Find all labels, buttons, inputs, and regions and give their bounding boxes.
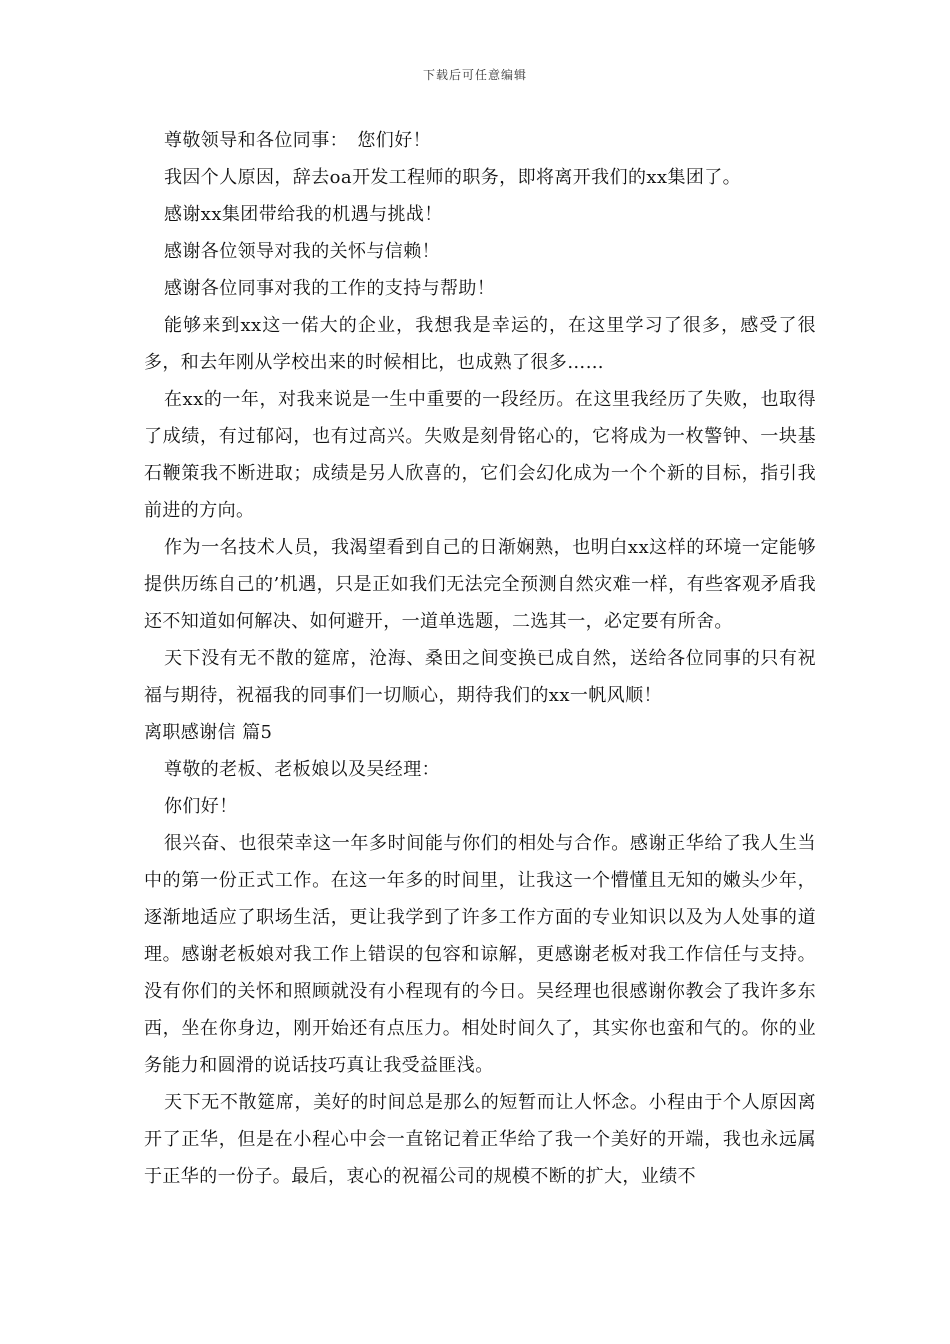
greeting: 尊敬领导和各位同事： 您们好！	[164, 130, 431, 151]
paragraph: 能够来到xx这一偌大的企业，我想我是幸运的，在这里学习了很多，感受了很多，和去年刚从学校出来的时候相比，也成熟了很多……	[144, 315, 816, 373]
paragraph: 感谢各位领导对我的关怀与信赖！	[164, 241, 440, 262]
paragraph: 天下没有无不散的筵席，沧海、桑田之间变换已成自然，送给各位同事的只有祝福与期待，祝福我的同事们一切顺心，期待我们的xx一帆风顺！	[144, 648, 816, 706]
paragraph: 很兴奋、也很荣幸这一年多时间能与你们的相处与合作。感谢正华给了我人生当中的第一份正式工作。在这一年多的时间里，让我这一个懵懂且无知的嫩头少年，逐渐地适应了职场生活，更让我学到了许多工作方面的专业知识以及为人处事的道理。感谢老板娘对我工作上错误的包容和谅解，更感谢老板对我工作信任与支持。没有你们的关怀和照顾就没有小程现有的今日。吴经理也很感谢你教会了我许多东西，坐在你身边，刚开始还有点压力。相处时间久了，其实你也蛮和气的。你的业务能力和圆滑的说话技巧真让我受益匪浅。	[144, 833, 816, 1076]
section-heading: 离职感谢信 篇5	[144, 722, 273, 743]
paragraph: 我因个人原因，辞去oa开发工程师的职务，即将离开我们的xx集团了。	[164, 167, 742, 188]
paragraph: 你们好！	[164, 796, 238, 817]
paragraph: 感谢各位同事对我的工作的支持与帮助！	[164, 278, 496, 299]
paragraph: 作为一名技术人员，我渴望看到自己的日渐娴熟，也明白xx这样的环境一定能够提供历练自己的’机遇，只是正如我们无法完全预测自然灾难一样，有些客观矛盾我还不知道如何解决、如何避开，一道单选题，二选其一，必定要有所舍。	[144, 537, 816, 632]
greeting: 尊敬的老板、老板娘以及吴经理：	[164, 759, 440, 780]
header-note: 下载后可任意编辑	[422, 68, 527, 82]
paragraph: 天下无不散筵席，美好的时间总是那么的短暂而让人怀念。小程由于个人原因离开了正华，但是在小程心中会一直铭记着正华给了我一个美好的开端，我也永远属于正华的一份子。最后，衷心的祝福公司的规模不断的扩大，业绩不	[144, 1092, 816, 1187]
paragraph: 在xx的一年，对我来说是一生中重要的一段经历。在这里我经历了失败，也取得了成绩，有过郁闷，也有过高兴。失败是刻骨铭心的，它将成为一枚警钟、一块基石鞭策我不断进取；成绩是另人欣喜的，它们会幻化成为一个个新的目标，指引我前进的方向。	[144, 389, 816, 521]
paragraph: 感谢xx集团带给我的机遇与挑战！	[164, 204, 443, 225]
letter-body	[144, 122, 816, 1195]
